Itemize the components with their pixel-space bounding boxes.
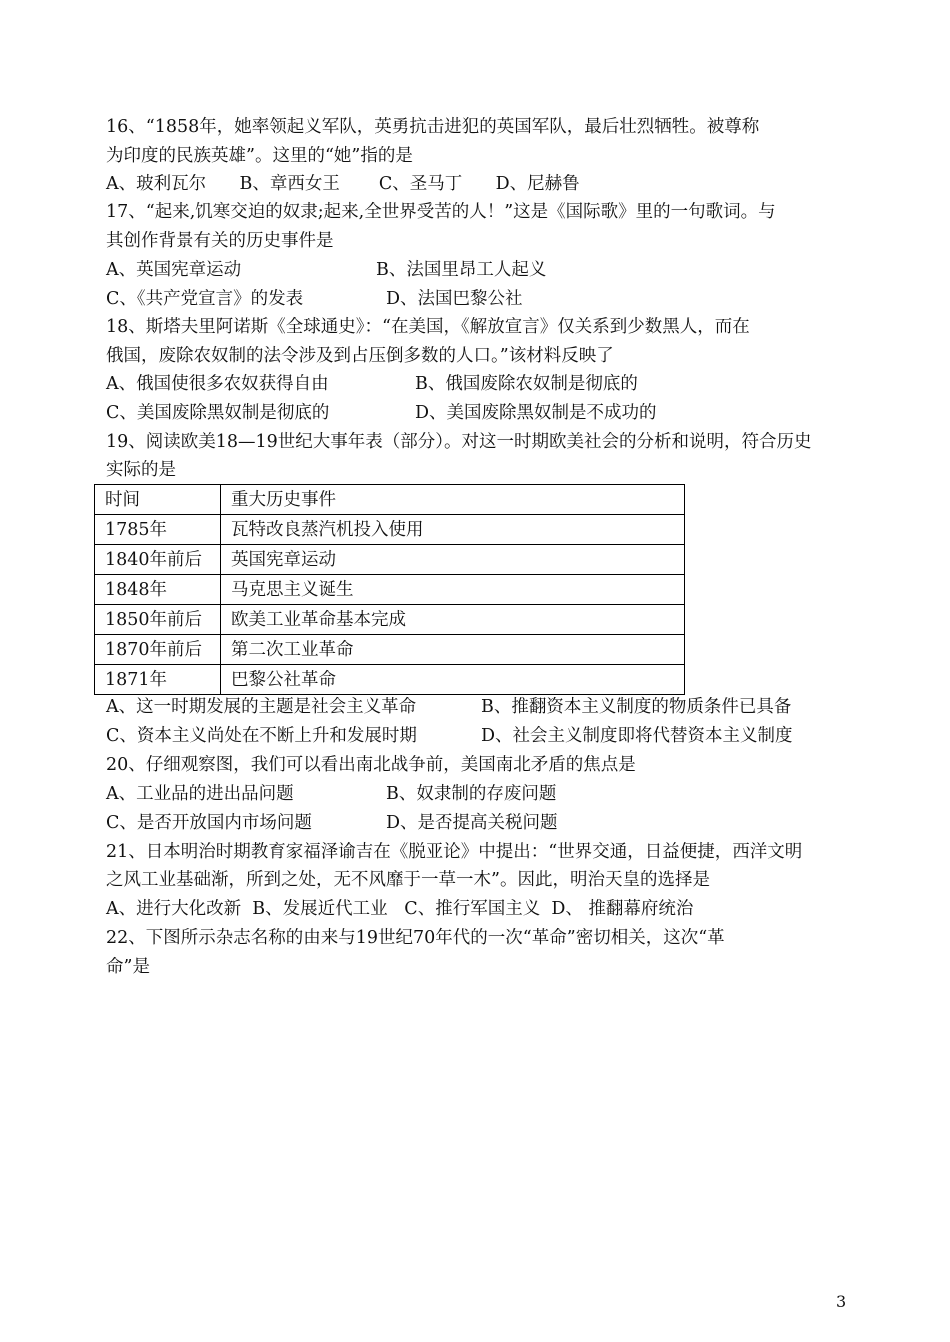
table-header-row	[95, 485, 685, 515]
table-row	[95, 665, 685, 695]
q19-stem-line2: 实际的是	[106, 460, 176, 480]
page-number: 3	[836, 1292, 847, 1311]
q18-option-b: B、俄国废除农奴制是彻底的	[415, 374, 638, 394]
q16-options: A、玻利瓦尔 B、章西女王 C、圣马丁 D、尼赫鲁	[106, 174, 580, 194]
q17-stem-line2: 其创作背景有关的历史事件是	[106, 231, 334, 251]
table-cell-time: 1785年	[95, 515, 221, 545]
q17-option-d: D、法国巴黎公社	[386, 289, 523, 309]
q20-stem-line1: 20、仔细观察图，我们可以看出南北战争前，美国南北矛盾的焦点是	[106, 755, 636, 775]
q20-option-c: C、是否开放国内市场问题	[106, 813, 312, 833]
table-cell-event: 第二次工业革命	[221, 635, 685, 665]
table-header-event: 重大历史事件	[221, 485, 685, 515]
table-cell-event: 马克思主义诞生	[221, 575, 685, 605]
table-row	[95, 635, 685, 665]
q22-stem-line2: 命”是	[106, 957, 150, 977]
q19-option-a: A、这一时期发展的主题是社会主义革命	[106, 697, 417, 717]
table-cell-time: 1870年前后	[95, 635, 221, 665]
table-cell-event: 英国宪章运动	[221, 545, 685, 575]
table-cell-time: 1848年	[95, 575, 221, 605]
table-row	[95, 515, 685, 545]
table-cell-event: 欧美工业革命基本完成	[221, 605, 685, 635]
events-table	[94, 484, 685, 695]
q21-stem-line2: 之风工业基础渐，所到之处，无不风靡于一草一木”。因此，明治天皇的选择是	[106, 870, 710, 890]
table-cell-time: 1840年前后	[95, 545, 221, 575]
q19-stem-line1: 19、阅读欧美18—19世纪大事年表（部分）。对这一时期欧美社会的分析和说明，符合历史	[106, 432, 812, 452]
q18-stem-line2: 俄国，废除农奴制的法令涉及到占压倒多数的人口。”该材料反映了	[106, 346, 614, 366]
q17-option-a: A、英国宪章运动	[106, 260, 242, 280]
table-cell-event: 瓦特改良蒸汽机投入使用	[221, 515, 685, 545]
q20-option-b: B、奴隶制的存废问题	[386, 784, 557, 804]
q19-option-d: D、社会主义制度即将代替资本主义制度	[481, 726, 793, 746]
table-cell-time: 1871年	[95, 665, 221, 695]
q19-option-c: C、资本主义尚处在不断上升和发展时期	[106, 726, 417, 746]
q22-stem-line1: 22、下图所示杂志名称的由来与19世纪70年代的一次“革命”密切相关，这次“革	[106, 928, 725, 948]
q19-option-b: B、推翻资本主义制度的物质条件已具备	[481, 697, 792, 717]
q17-stem-line1: 17、“起来,饥寒交迫的奴隶;起来,全世界受苦的人！”这是《国际歌》里的一句歌词。与	[106, 202, 776, 222]
table-row	[95, 575, 685, 605]
q18-option-c: C、美国废除黑奴制是彻底的	[106, 403, 330, 423]
table-row	[95, 605, 685, 635]
q18-option-d: D、美国废除黑奴制是不成功的	[415, 403, 657, 423]
table-cell-event: 巴黎公社革命	[221, 665, 685, 695]
q18-option-a: A、俄国使很多农奴获得自由	[106, 374, 329, 394]
q16-stem-line1: 16、“1858年，她率领起义军队，英勇抗击进犯的英国军队，最后壮烈牺牲。被尊称	[106, 117, 760, 137]
q21-stem-line1: 21、日本明治时期教育家福泽谕吉在《脱亚论》中提出：“世界交通，日益便捷，西洋文明	[106, 842, 803, 862]
table-cell-time: 1850年前后	[95, 605, 221, 635]
table-header-time: 时间	[95, 485, 221, 515]
q20-option-a: A、工业品的进出品问题	[106, 784, 294, 804]
q21-options: A、进行大化改新 B、发展近代工业 C、推行军国主义 D、 推翻幕府统治	[106, 899, 694, 919]
table-row	[95, 545, 685, 575]
q20-option-d: D、是否提高关税问题	[386, 813, 558, 833]
q17-option-c: C、《共产党宣言》的发表	[106, 289, 304, 309]
q18-stem-line1: 18、斯塔夫里阿诺斯《全球通史》：“在美国，《解放宣言》仅关系到少数黑人，而在	[106, 317, 750, 337]
q16-stem-line2: 为印度的民族英雄”。这里的“她”指的是	[106, 146, 413, 166]
q17-option-b: B、法国里昂工人起义	[376, 260, 547, 280]
